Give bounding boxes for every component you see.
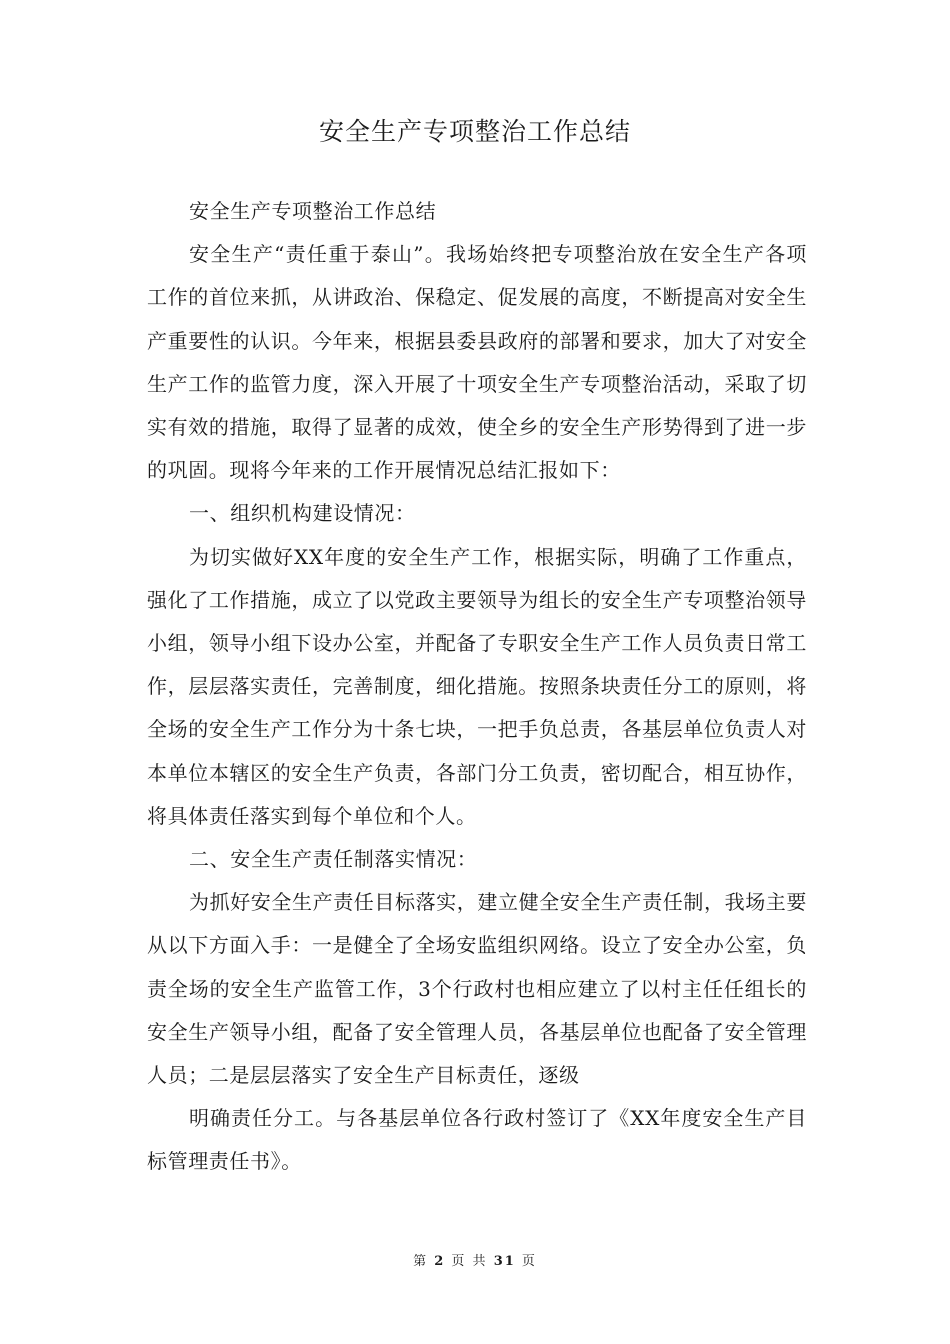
footer-total-pages: 31 [493,1254,516,1269]
footer-page-number: 2 [434,1254,446,1269]
subtitle-paragraph: 安全生产专项整治工作总结 [189,199,437,223]
section-2-paragraph: 为抓好安全生产责任目标落实，建立健全安全生产责任制，我场主要从以下方面入手：一是健全了全场安监组织网络。设立了安全办公室，负责全场的安全生产监管工作，3个行政村也相应建立了以村主任任组长的安全生产领导小组，配备了安全管理人员，各基层单位也配备了安全管理人员；二是层层落实了安全生产目标责任，逐级 [147,890,807,1088]
footer-prefix: 第 [413,1254,429,1269]
section-2-continuation: 明确责任分工。与各基层单位各行政村签订了《XX年度安全生产目标管理责任书》。 [147,1106,807,1174]
document-title: 安全生产专项整治工作总结 [318,117,631,146]
intro-paragraph: 安全生产“责任重于泰山”。我场始终把专项整治放在安全生产各项工作的首位来抓，从讲政治、保稳定、促发展的高度，不断提高对安全生产重要性的认识。今年来，根据县委县政府的部署和要求，加大了对安全生产工作的监管力度，深入开展了十项安全生产专项整治活动，采取了切实有效的措施，取得了显著的成效，使全乡的安全生产形势得到了进一步的巩固。现将今年来的工作开展情况总结汇报如下： [147,242,807,483]
footer-suffix: 页 [521,1254,537,1269]
document-body [147,190,807,1184]
section-heading-1: 一、组织机构建设情况： [189,501,416,526]
footer-middle: 页 共 [451,1254,488,1269]
page-footer [0,1250,950,1269]
section-1-paragraph: 为切实做好XX年度的安全生产工作，根据实际，明确了工作重点，强化了工作措施，成立了以党政主要领导为组长的安全生产专项整治领导小组，领导小组下设办公室，并配备了专职安全生产工作人员负责日常工作，层层落实责任，完善制度，细化措施。按照条块责任分工的原则，将全场的安全生产工作分为十条七块，一把手负总责，各基层单位负责人对本单位本辖区的安全生产负责，各部门分工负责，密切配合，相互协作，将具体责任落实到每个单位和个人。 [147,544,807,828]
section-heading-2: 二、安全生产责任制落实情况： [189,847,478,872]
